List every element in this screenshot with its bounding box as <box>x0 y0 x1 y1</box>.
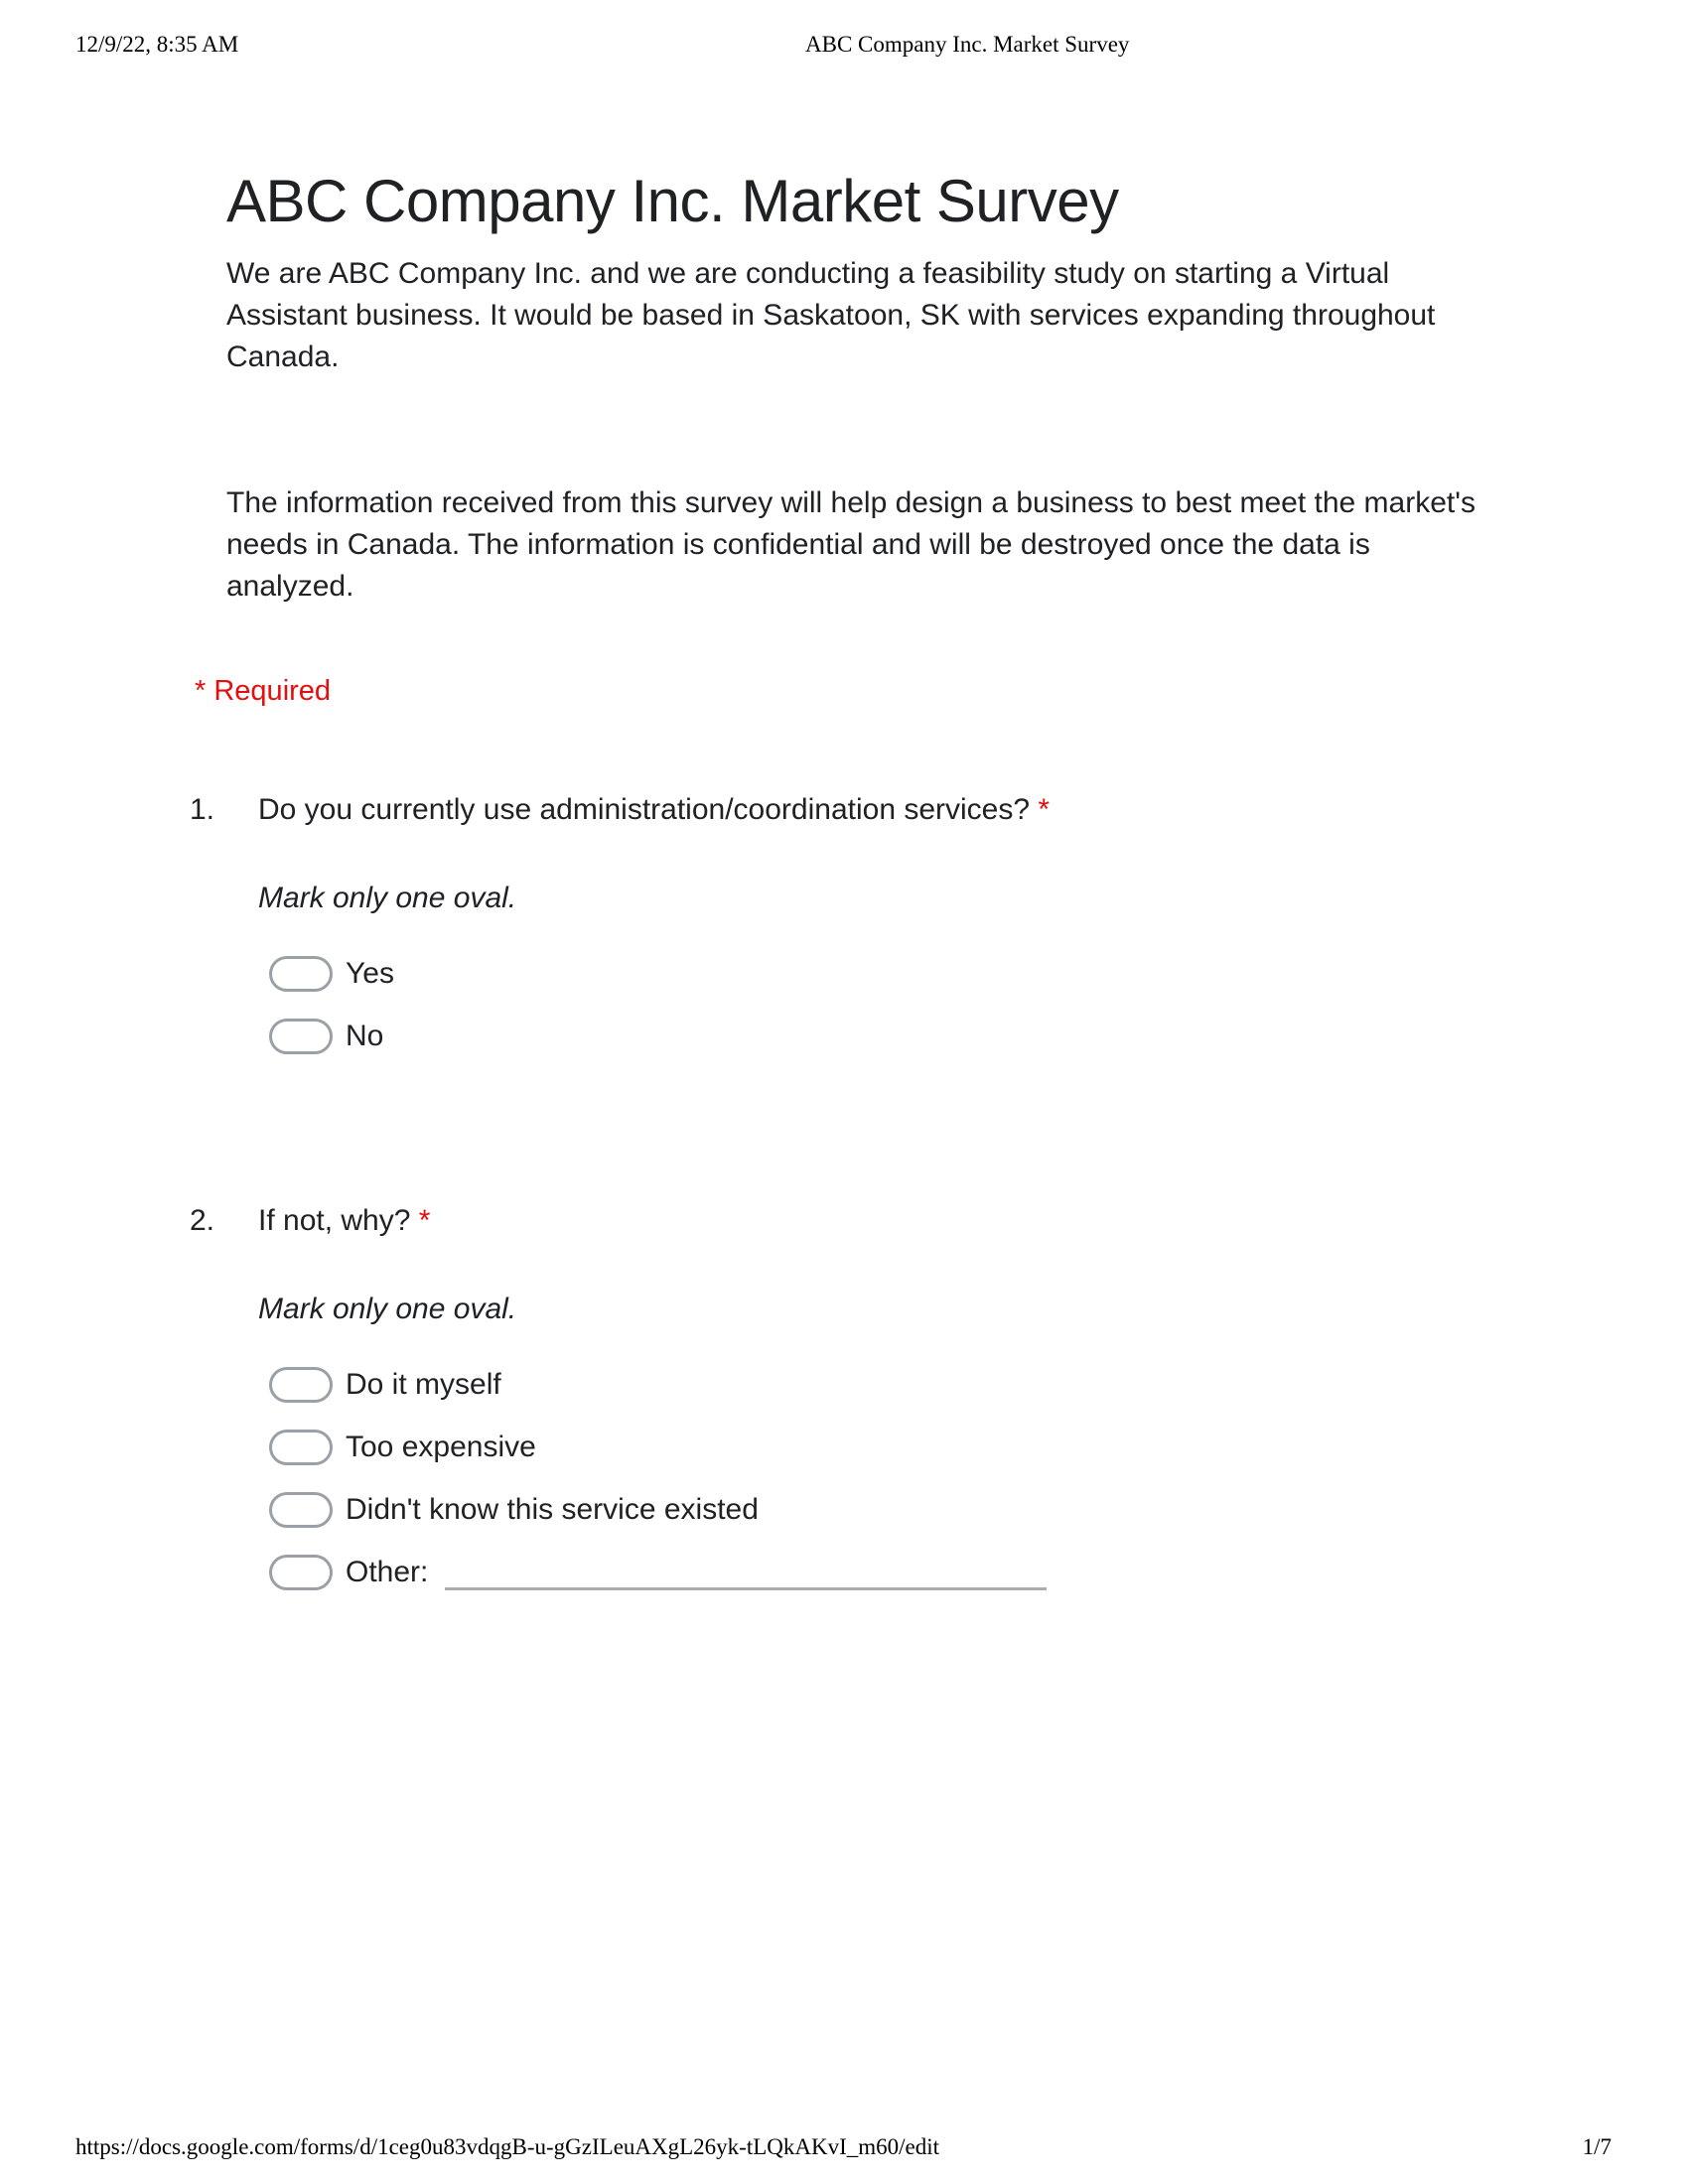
question-2-number: 2. <box>190 1204 215 1237</box>
option-row-yes <box>269 955 1050 993</box>
question-2-text-label: If not, why? <box>258 1204 411 1237</box>
question-1-text-label: Do you currently use administration/coordination services? <box>258 793 1031 826</box>
option-row-no <box>269 1018 1050 1055</box>
form-title: ABC Company Inc. Market Survey <box>226 168 1119 234</box>
radio-oval-icon[interactable] <box>269 1555 333 1590</box>
radio-oval-icon[interactable] <box>269 1367 333 1403</box>
question-1-text <box>258 789 1050 831</box>
question-2-heading <box>190 1200 1047 1242</box>
required-asterisk: * <box>1038 793 1051 826</box>
print-footer-url: https://docs.google.com/forms/d/1ceg0u83vdqgB-u-gGzILeuAXgL26yk-tLQkAKvI_m60/edit <box>75 2134 940 2159</box>
other-text-entry-line[interactable] <box>445 1587 1047 1590</box>
option-row-too-expensive <box>269 1429 1047 1466</box>
question-1-instruction: Mark only one oval. <box>258 882 517 914</box>
question-1-options <box>269 955 1050 1055</box>
radio-oval-icon[interactable] <box>269 1430 333 1465</box>
print-header-title: ABC Company Inc. Market Survey <box>805 32 1130 57</box>
required-asterisk: * <box>195 675 207 707</box>
option-row-other <box>269 1554 1047 1591</box>
option-row-do-it-myself <box>269 1366 1047 1404</box>
question-2-instruction: Mark only one oval. <box>258 1293 517 1325</box>
question-1-number: 1. <box>190 793 215 826</box>
form-description-paragraph-2: The information received from this survey will help design a business to best meet the market's needs in Canada. The information is confidential and will be destroyed once the data is analyzed. <box>226 486 1476 603</box>
option-label: Didn't know this service existed <box>346 1493 759 1526</box>
option-label: Other: <box>346 1556 429 1588</box>
print-footer-page-indicator: 1/7 <box>1582 2134 1612 2159</box>
radio-oval-icon[interactable] <box>269 1019 333 1054</box>
option-label: No <box>346 1020 384 1052</box>
option-label: Do it myself <box>346 1368 501 1401</box>
option-row-didnt-know <box>269 1491 1047 1529</box>
question-2-options <box>269 1366 1047 1591</box>
option-label: Too expensive <box>346 1431 536 1463</box>
required-label: Required <box>213 675 332 707</box>
form-description-paragraph-1: We are ABC Company Inc. and we are conducting a feasibility study on starting a Virtual Assistant business. It would be based in Saskatoon, SK with services expanding throughout Canada. <box>226 257 1436 373</box>
question-2-text <box>258 1200 430 1242</box>
option-label: Yes <box>346 957 394 990</box>
required-note <box>195 675 331 708</box>
print-header-datetime: 12/9/22, 8:35 AM <box>75 32 239 57</box>
radio-oval-icon[interactable] <box>269 1492 333 1528</box>
question-1 <box>190 789 1050 1080</box>
question-2 <box>190 1200 1047 1616</box>
required-asterisk: * <box>418 1204 431 1237</box>
question-1-heading <box>190 789 1050 831</box>
radio-oval-icon[interactable] <box>269 956 333 992</box>
